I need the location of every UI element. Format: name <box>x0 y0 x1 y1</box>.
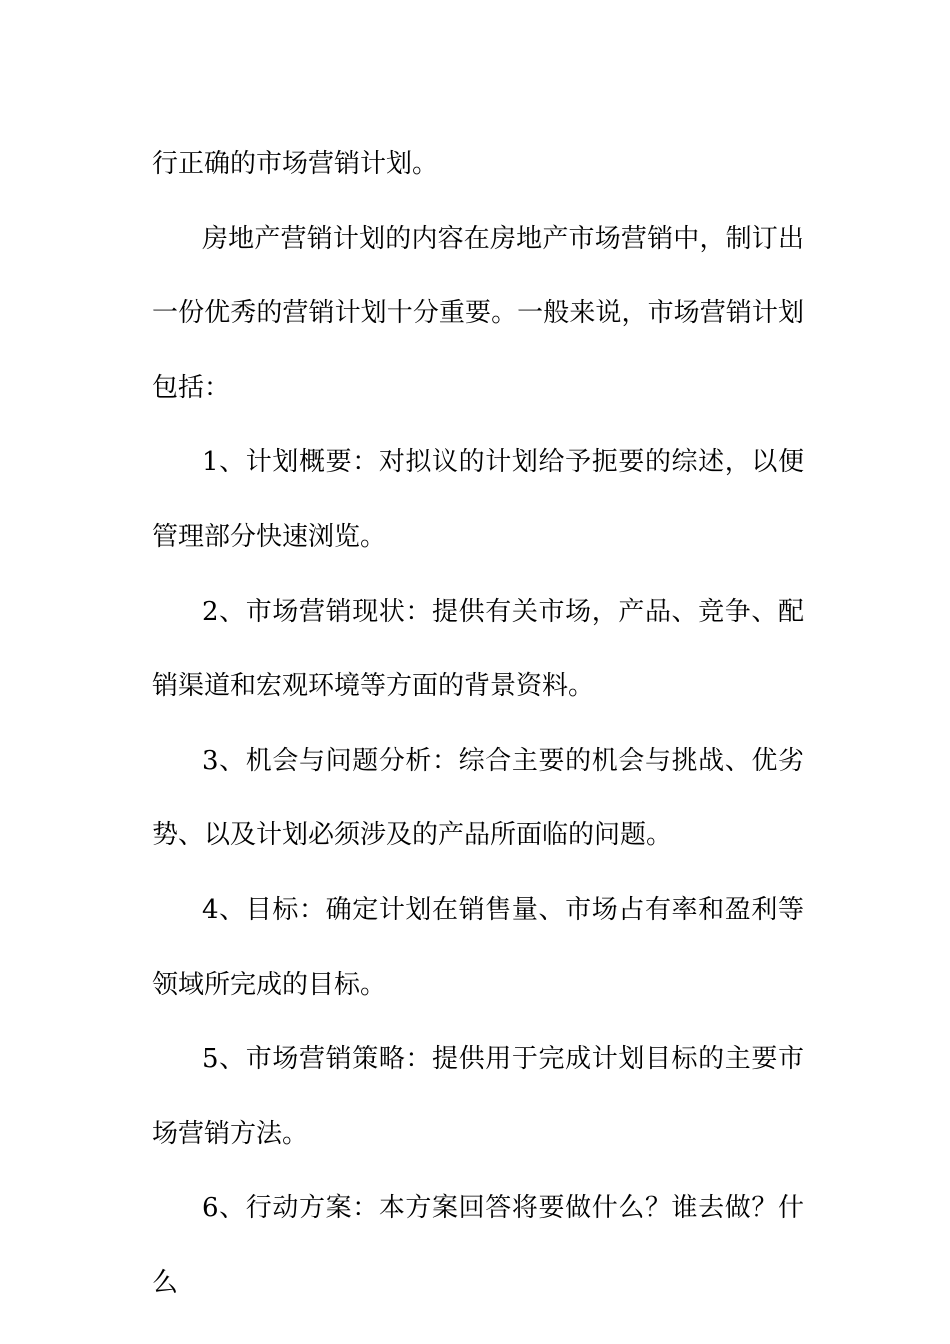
paragraph-continuation: 行正确的市场营销计划。 <box>152 149 439 179</box>
paragraph-item-6: 6、行动方案：本方案回答将要做什么？谁去做？什么 <box>152 1193 804 1298</box>
paragraph-item-5: 5、市场营销策略：提供用于完成计划目标的主要市场营销方法。 <box>152 1044 804 1149</box>
paragraph-item-2: 2、市场营销现状：提供有关市场，产品、竞争、配销渠道和宏观环境等方面的背景资料。 <box>152 596 804 702</box>
paragraph-item-4: 4、目标：确定计划在销售量、市场占有率和盈利等领域所完成的目标。 <box>152 894 804 1000</box>
paragraph-intro: 房地产营销计划的内容在房地产市场营销中，制订出一份优秀的营销计划十分重要。一般来说，市场营销计划包括： <box>152 223 804 403</box>
document-body <box>152 127 804 1321</box>
paragraph-item-1: 1、计划概要：对拟议的计划给予扼要的综述，以便管理部分快速浏览。 <box>152 447 804 552</box>
paragraph-item-3: 3、机会与问题分析：综合主要的机会与挑战、优劣势、以及计划必须涉及的产品所面临的问题。 <box>152 745 804 851</box>
